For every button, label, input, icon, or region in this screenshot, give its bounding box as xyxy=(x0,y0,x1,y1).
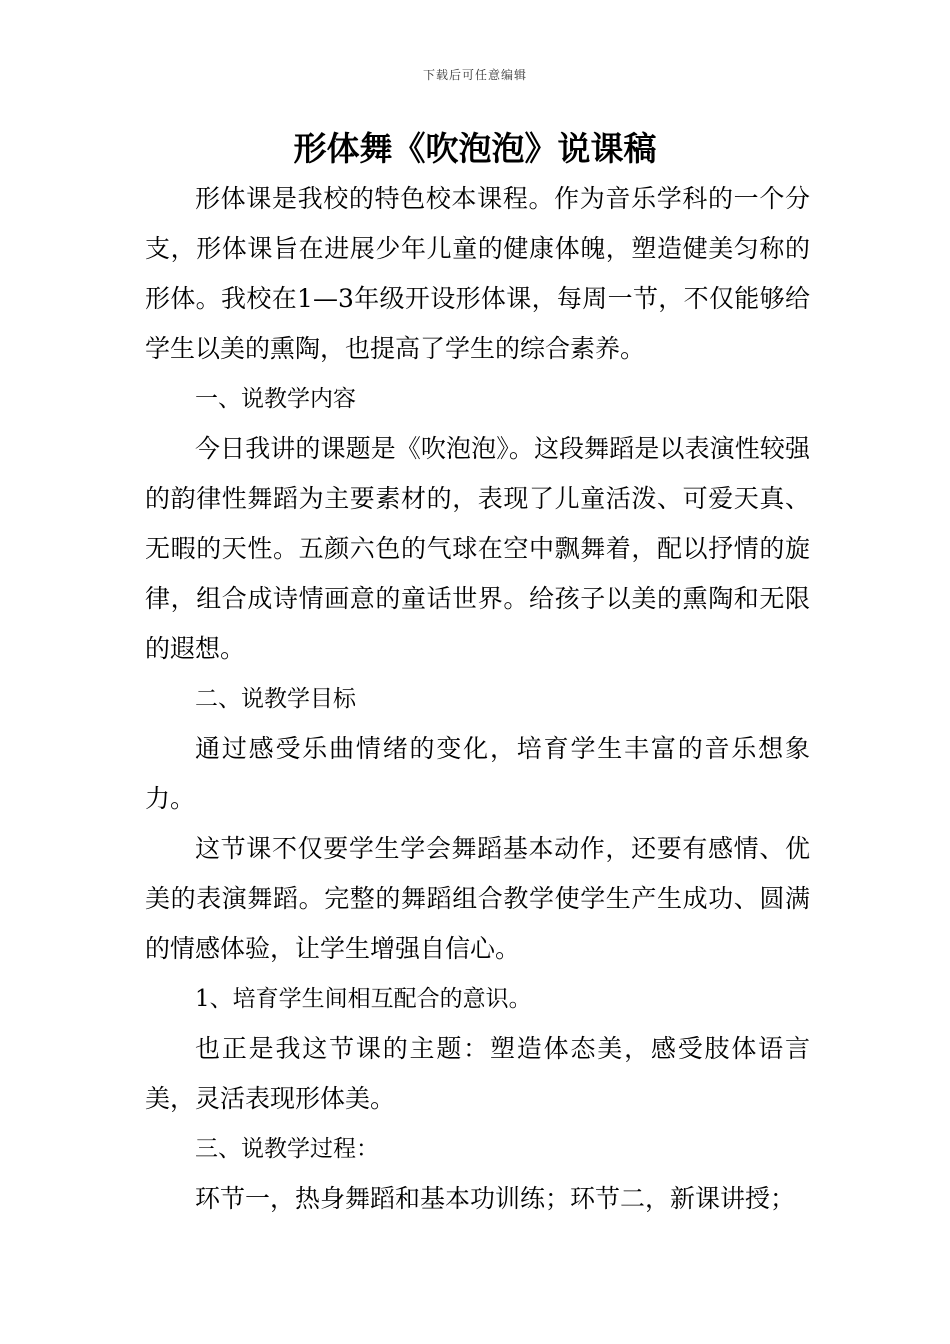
document-title: 形体舞《吹泡泡》说课稿 xyxy=(293,129,657,168)
goals-paragraph-2: 这节课不仅要学生学会舞蹈基本动作，还要有感情、优美的表演舞蹈。完整的舞蹈组合教学使学生产生成功、圆满的情感体验，让学生增强自信心。 xyxy=(145,834,810,963)
goals-item-1: 1、培育学生间相互配合的意识。 xyxy=(195,986,532,1012)
section-heading-content: 一、说教学内容 xyxy=(195,386,356,412)
intro-paragraph: 形体课是我校的特色校本课程。作为音乐学科的一个分支，形体课旨在进展少年儿童的健康体魄，塑造健美匀称的形体。我校在1—3年级开设形体课，每周一节，不仅能够给学生以美的熏陶，也提高了学生的综合素养。 xyxy=(145,184,810,363)
goals-paragraph-1: 通过感受乐曲情绪的变化，培育学生丰富的音乐想象力。 xyxy=(145,734,810,813)
section-heading-process: 三、说教学过程： xyxy=(195,1136,379,1162)
section-heading-goals: 二、说教学目标 xyxy=(195,686,356,712)
content-paragraph: 今日我讲的课题是《吹泡泡》。这段舞蹈是以表演性较强的韵律性舞蹈为主要素材的，表现了儿童活泼、可爱天真、无暇的天性。五颜六色的气球在空中飘舞着，配以抒情的旋律，组合成诗情画意的童话世界。给孩子以美的熏陶和无限的遐想。 xyxy=(145,434,810,663)
process-paragraph: 环节一，热身舞蹈和基本功训练；环节二，新课讲授； xyxy=(195,1184,796,1213)
document-body xyxy=(145,174,810,1224)
header-note: 下载后可任意编辑 xyxy=(422,68,527,82)
theme-paragraph: 也正是我这节课的主题：塑造体态美，感受肢体语言美，灵活表现形体美。 xyxy=(145,1034,810,1113)
